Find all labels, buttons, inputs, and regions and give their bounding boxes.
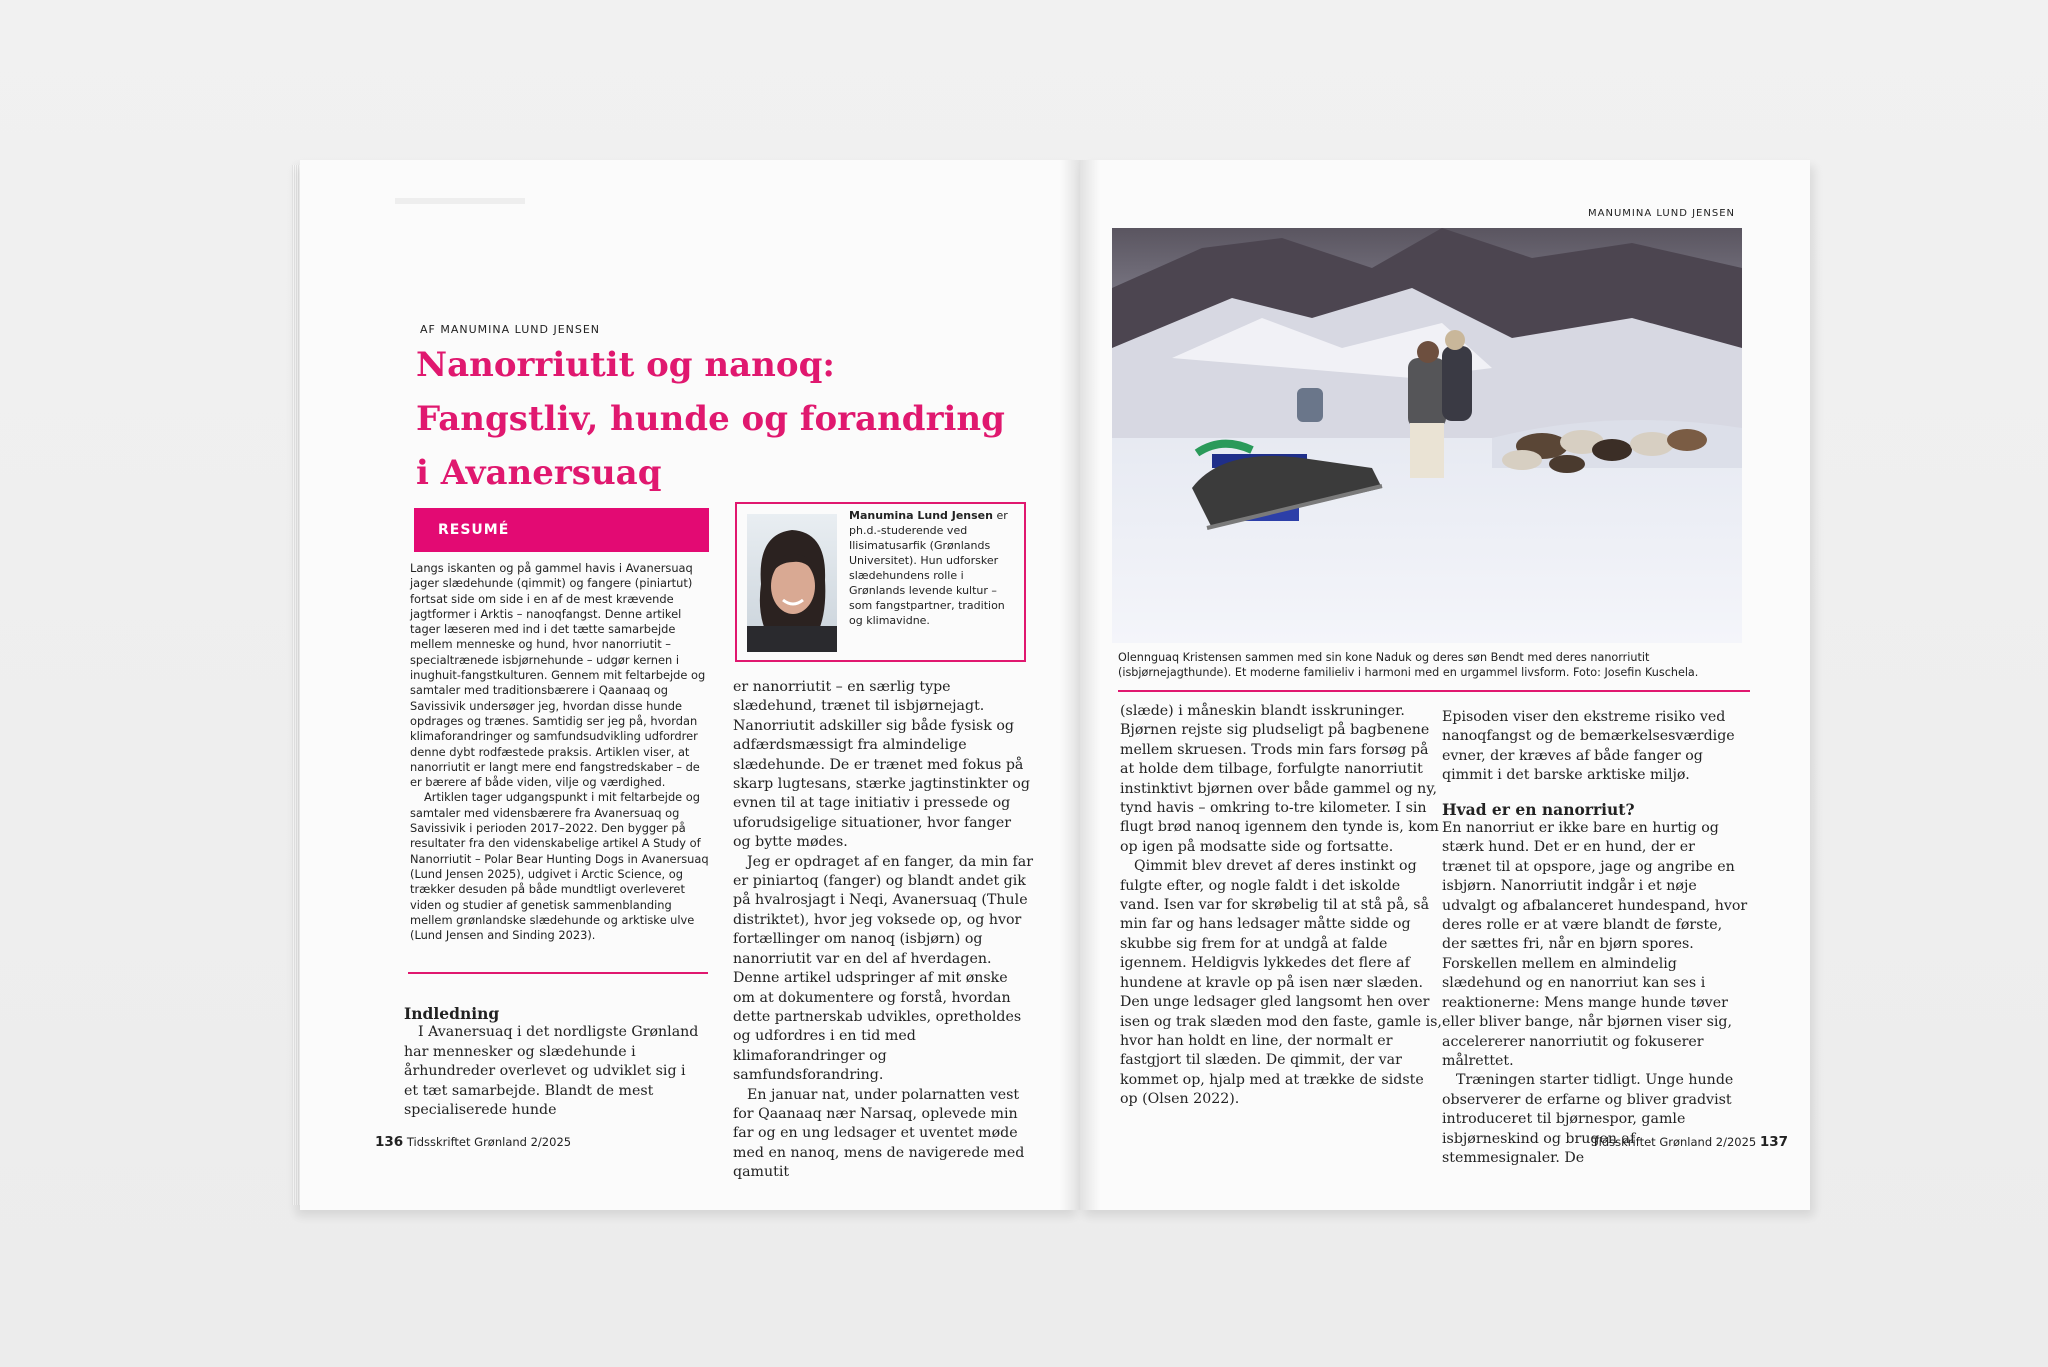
intro-column [404, 1004, 704, 1120]
resume-label: RESUMÉ [414, 508, 709, 552]
intro-heading: Indledning [404, 1004, 500, 1023]
author-box [735, 502, 1026, 662]
body-paragraph: Jeg er opdraget af en fanger, da min far er piniartoq (fanger) og blandt andet gik på hvalrosjagt i Neqi, Avanersuaq (Thule distriktet), hvor jeg voksede op, og hvor fortællinger om nanoq (isbjørn) og nanorriutit var en del af hverdagen. Denne artikel udspringer af mit ønske om at dokumentere og forstå, hvordan dette partnerskab udvikles, opretholdes og udfordres i en tid med klimaforandringer og samfundsforandring. [733, 853, 1034, 1084]
author-portrait [747, 514, 837, 652]
article-title [416, 338, 1016, 500]
title-line: i Avanersuaq [416, 453, 662, 493]
body-paragraph: er nanorriutit – en særlig type slædehund, trænet til isbjørnejagt. Nanorriutit adskiller sig både fysisk og adfærdsmæssigt fra almindelige slædehunde. De er trænet med fokus på skarp lugtesans, stærke jagtinstinkter og evnen til at tage initiativ i pressede og uforudsigelige situationer, hvor fanger og bytte mødes. [733, 679, 1030, 851]
author-kicker: AF MANUMINA LUND JENSEN [420, 323, 601, 336]
show-through-text [395, 198, 525, 204]
journal-name: Tidsskriftet Grønland 2/2025 [1592, 1135, 1757, 1149]
journal-name: Tidsskriftet Grønland 2/2025 [406, 1135, 572, 1149]
resume-paragraph: Langs iskanten og på gammel havis i Avanersuaq jager slædehunde (qimmit) og fangere (piniartut) fortsat side om side i en af de mest krævende jagtformer i Arktis – nanoqfangst. Denne artikel tager læseren med ind i det tætte samarbejde mellem menneske og hund, hvor nanorriutit – specialtrænede isbjørnehunde – udgør kernen i inughuit-fangstkulturen. Gennem mit feltarbejde og samtaler med traditionsbærere i Qaanaaq og Savissivik undersøger jeg, hvordan disse hunde opdrages og trænes. Samtidig ser jeg på, hvordan klimaforandringer og samfundsudvikling udfordrer denne dybt rodfæstede praksis. Artiklen viser, at nanorriutit er langt mere end fangstredskaber – de er bærere af både viden, vilje og værdighed. [410, 561, 706, 790]
book-gutter [1060, 160, 1100, 1210]
sled-dogs-photo [1112, 228, 1742, 643]
right-folio [1592, 1134, 1788, 1150]
left-folio [375, 1134, 571, 1150]
author-name: Manumina Lund Jensen [849, 509, 993, 522]
body-paragraph: Qimmit blev drevet af deres instinkt og fulgte efter, og nogle faldt i det iskolde vand. Isen var for skrøbelig til at stå på, så min far og hans ledsager måtte sidde og skubbe sig frem for at undgå at falde igennem. Heldigvis lykkedes det flere af hundene at kravle op på isen nær slæden. Den unge ledsager gled langsomt hen over isen og trak slæden mod den faste, gamle is, hvor han holdt en line, der normalt er fastgjort til slæden. De qimmit, der var kommet op, hjalp med at trække de sidste op (Olsen 2022). [1120, 858, 1442, 1108]
body-paragraph: Episoden viser den ekstreme risiko ved nanoqfangst og de bemærkelsesværdige evner, der kræves af både fanger og qimmit i det barske arktiske miljø. [1442, 709, 1735, 784]
intro-paragraph: I Avanersuaq i det nordligste Grønland har mennesker og slædehunde i århundreder overlevet og udviklet sig i et tæt samarbejde. Blandt de mest specialiserede hunde [404, 1024, 699, 1119]
resume-paragraph: Artiklen tager udgangspunkt i mit feltarbejde og samtaler med vidensbærere fra Avanersuaq og Savissivik i perioden 2017–2022. Den bygger på resultater fra den videnskabelige artikel A Study of Nanorriutit – Polar Bear Hunting Dogs in Avanersuaq (Lund Jensen 2025), udgivet i Arctic Science, og trækker desuden på både mundtligt overleveret viden og studier af genetisk sammenblanding mellem grønlandske slædehunde og arktiske ulve (Lund Jensen and Sinding 2023). [410, 790, 709, 943]
author-bio-text: er ph.d.-studerende ved Ilisimatusarfik (Grønlands Universitet). Hun udforsker slædehundens rolle i Grønlands levende kultur – som fangstpartner, tradition og klimavidne. [849, 509, 1008, 627]
title-line: Nanorriutit og nanoq: [416, 345, 835, 385]
resume-text [410, 561, 712, 943]
body-column-2 [733, 678, 1033, 1183]
body-column-4 [1442, 708, 1748, 1168]
body-paragraph: En januar nat, under polarnatten vest for Qaanaaq nær Narsaq, oplevede min far og en ung ledsager et uventet møde med en nanoq, mens de navigerede med qamutit [733, 1086, 1025, 1181]
author-bio [849, 508, 1021, 628]
page-number: 137 [1759, 1134, 1789, 1150]
body-paragraph: (slæde) i måneskin blandt isskruninger. Bjørnen rejste sig pludseligt på bagbenene mellem skruesen. Trods min fars forsøg på at holde dem tilbage, forfulgte nanorriutit instinktivt bjørnen over både gammel og ny, tynd havis – omkring to-tre kilometer. I sin flugt brød nanoq igennem den tynde is, kom op igen på modsatte side og fortsatte. [1120, 703, 1439, 855]
body-column-3 [1120, 702, 1442, 1110]
running-head: MANUMINA LUND JENSEN [1588, 208, 1735, 219]
photo-caption: Olennguaq Kristensen sammen med sin kone Naduk og deres søn Bendt med deres nanorriutit (isbjørnejagthunde). Et moderne familieliv i harmoni med en urgammel livsform. Foto: Josefin Kuschela. [1118, 651, 1699, 680]
body-paragraph: En nanorriut er ikke bare en hurtig og stærk hund. Det er en hund, der er trænet til at opspore, jage og angribe en isbjørn. Nanorriutit indgår i et nøje udvalgt og afbalanceret hundespand, hvor deres rolle er at være blandt de første, der sættes fri, når en bjørn spores. Forskellen mellem en almindelig slædehund og en nanorriut kan ses i reaktionerne: Mens mange hunde tøver eller bliver bange, når bjørnen viser sig, accelererer nanorriutit og fokuserer målrettet. [1442, 820, 1748, 1069]
caption-rule [1118, 690, 1750, 692]
section-heading: Hvad er en nanorriut? [1442, 799, 1635, 819]
title-line: Fangstliv, hunde og forandring [416, 399, 1005, 439]
page-stack-edge [292, 165, 300, 1205]
body-paragraph: Træningen starter tidligt. Unge hunde observerer de erfarne og bliver gradvist introduceret til bjørnespor, gamle isbjørneskind og brugen af stemmesignaler. De [1442, 1072, 1734, 1166]
page-number: 136 [375, 1134, 404, 1150]
resume-rule [408, 972, 708, 974]
